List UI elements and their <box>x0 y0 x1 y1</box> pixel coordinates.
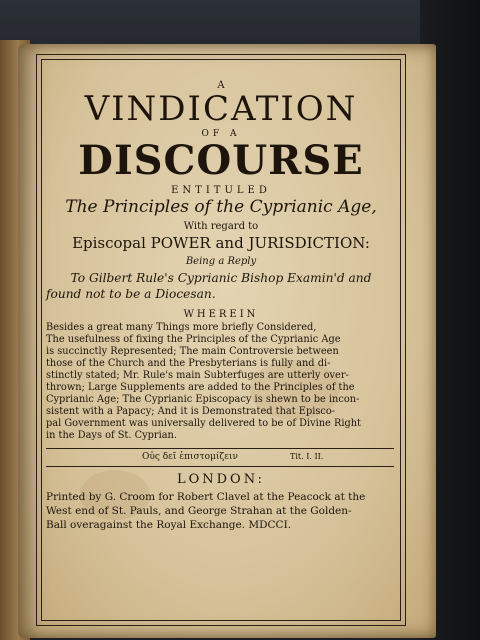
title-entituled: ENTITULED <box>171 185 271 196</box>
title-wherein: WHEREIN <box>183 309 259 320</box>
imprint-line: Ball overagainst the Royal Exchange. MDCCI. <box>46 519 292 531</box>
title-gilbert: To Gilbert Rule's Cyprianic Bishop Examin'd and <box>70 271 372 285</box>
body-line: pal Government was universally delivered to be of Divine Right <box>46 418 361 429</box>
title-reply: Being a Reply <box>185 256 257 267</box>
body-line: Besides a great many Things more briefly Considered, <box>46 322 317 333</box>
title-vindication: VINDICATION <box>84 89 358 129</box>
body-line: is succinctly Represented; The main Controversie between <box>46 346 339 357</box>
title-discourse: DISCOURSE <box>78 137 364 184</box>
imprint-line: Printed by G. Croom for Robert Clavel at the Peacock at the <box>46 491 366 503</box>
greek-reference: Tit. I. II. <box>290 452 324 461</box>
title-with-regard: With regard to <box>183 221 259 232</box>
title-found: found not to be a Diocesan. <box>46 287 216 301</box>
body-line: The usefulness of fixing the Principles of the Cyprianic Age <box>46 334 341 345</box>
imprint-city: LONDON: <box>176 472 266 487</box>
body-line: Cyprianic Age; The Cyprianic Episcopacy is shewn to be incon- <box>46 394 360 405</box>
body-line: sistent with a Papacy; And it is Demonstrated that Episco- <box>46 406 336 417</box>
body-line: stinctly stated; Mr. Rule's main Subterfuges are utterly over- <box>46 370 349 381</box>
divider-rule <box>46 466 394 467</box>
body-line: in the Days of St. Cyprian. <box>46 430 177 441</box>
title-principles: The Principles of the Cyprianic Age, <box>65 197 377 217</box>
title-power: Episcopal POWER and JURISDICTION: <box>72 234 370 252</box>
body-line: thrown; Large Supplements are added to the Principles of the <box>46 382 355 393</box>
divider-rule <box>46 448 394 449</box>
body-line: those of the Church and the Presbyterians is fully and di- <box>46 358 331 369</box>
imprint-line: West end of St. Pauls, and George Strahan at the Golden- <box>46 505 352 517</box>
greek-quote: Οὐς δεῖ ἐπιστομίζειν <box>142 452 238 462</box>
title-a: A <box>217 80 225 91</box>
title-of-a: OF A <box>201 129 241 139</box>
